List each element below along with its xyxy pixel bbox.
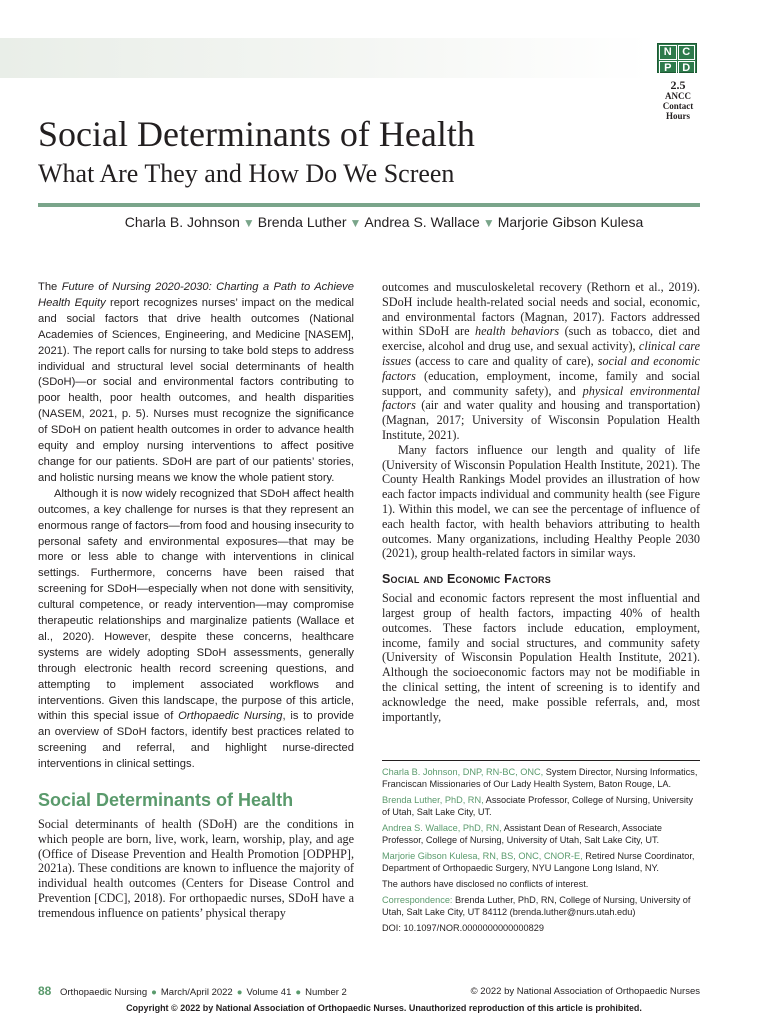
bullet-icon: ● <box>236 987 243 998</box>
intro-paragraph-1 <box>38 280 354 487</box>
badge-letter: C <box>678 45 696 60</box>
text-span: The <box>38 281 62 293</box>
affiliation-text: System Director, Nursing Informatics, Franciscan Missionaries of Our Lady Health System, Baton Rouge, LA. <box>382 767 698 789</box>
text-italic: physical environmental factors <box>382 383 701 413</box>
body-paragraph: Social determinants of health (SDoH) are the conditions in which people are born, live, work, learn, worship, play, and age (Office of Disease Prevention and Health Promotion [ODPHP], 2021a). These conditions are known to influence the majority of individual health outcomes (Centers for Disease Control and Prevention [CDC], 2018). For orthopaedic nurses, SDoH have a tremendous influence on patients’ physical therapy <box>38 817 354 920</box>
body-paragraph: Social and economic factors represent the most influential and largest group of health factors, impacting 40% of health outcomes. These factors include education, employment, income, family and social structures, and community safety (University of Wisconsin Population Health Institute, 2021). Although the socioeconomic factors may not be modifiable in the clinical setting, the intent of screening is to identify and acknowledge the need, make possible referrals, and, most importantly, <box>382 591 700 724</box>
journal-name: Orthopaedic Nursing <box>60 987 148 998</box>
affiliation-name: Brenda Luther, PhD, RN, <box>382 795 484 805</box>
affiliation-text: Associate Professor, College of Nursing, University of Utah, Salt Lake City, UT. <box>382 795 694 817</box>
affiliation-name: Andrea S. Wallace, PhD, RN, <box>382 823 502 833</box>
author-line <box>0 214 768 230</box>
body-paragraph <box>382 280 700 443</box>
body-paragraph: Many factors influence our length and quality of life (University of Wisconsin Population Health Institute, 2021). The County Health Rankings Model provides an illustration of how each factor impacts individual and community health (see Figure 1). Within this model, we can see the percentage of influence of each health factor, with health behaviors attributing to health outcomes. Many organizations, including Healthy People 2030 (2021), group health-related factors in similar ways. <box>382 442 700 561</box>
text-italic: clinical care issues <box>382 339 700 368</box>
badge-line-contact: Contact <box>662 101 694 111</box>
doi: DOI: 10.1097/NOR.0000000000000829 <box>382 923 544 933</box>
ncpd-logo <box>657 43 697 73</box>
text-span: (access to care and quality of care), <box>411 353 598 368</box>
text-span: , is to provide an overview of SDoH factors, identify best practices related to screening and referral, and highlight nurse-directed interventions in clinical settings. <box>38 710 354 771</box>
triangle-separator-icon: ▼ <box>242 216 255 230</box>
journal-title: Orthopaedic Nursing <box>178 710 283 723</box>
affiliation-entry <box>382 822 700 846</box>
left-column <box>38 280 354 921</box>
author-name: Marjorie Gibson Kulesa <box>497 214 644 230</box>
badge-line-ancc: ANCC <box>665 91 691 101</box>
author-name: Charla B. Johnson <box>124 214 240 230</box>
right-column <box>382 280 700 724</box>
author-name: Brenda Luther <box>257 214 347 230</box>
badge-letter: D <box>678 61 696 76</box>
affiliation-name: Marjorie Gibson Kulesa, RN, BS, ONC, CNOR-E, <box>382 851 583 861</box>
badge-letter: P <box>659 61 677 76</box>
correspondence-text: Brenda Luther, PhD, RN, College of Nursing, University of Utah, Salt Lake City, UT 84112 (brenda.luther@nurs.utah.edu) <box>382 895 691 917</box>
correspondence <box>382 894 700 918</box>
text-span: (air and water quality and housing and transportation) (Magnan, 2017; University of Wisconsin Population Health Institute, 2021). <box>382 398 700 442</box>
affiliation-rule <box>382 760 700 761</box>
volume: Volume 41 <box>246 987 292 998</box>
badge-letter: N <box>659 45 677 60</box>
issue-date: March/April 2022 <box>160 987 233 998</box>
correspondence-label: Correspondence: <box>382 895 453 905</box>
title-rule <box>38 203 700 207</box>
page-number: 88 <box>38 984 52 998</box>
copyright-notice: Copyright © 2022 by National Association of Orthopaedic Nurses. Unauthorized reproduction of this article is prohibited. <box>126 1003 642 1013</box>
affiliation-entry <box>382 850 700 874</box>
ncpd-badge <box>657 43 699 121</box>
author-affiliations <box>382 766 700 938</box>
bullet-icon: ● <box>151 987 157 998</box>
disclosure: The authors have disclosed no conflicts of interest. <box>382 879 589 889</box>
text-span: Although it is now widely recognized that SDoH affect health outcomes, a key challenge for nurses is that they represent an enormous range of factors—from food and housing insecurity to personal safety and environmental exposures—that may be more or less able to change with interventions in clinical settings. Furthermore, concerns have been raised that screening for SDoH—especially when not done with sensitivity, cultural competence, or ready intervention—may compromise therapeutic relationships and marginalize patients (Wallace et al., 2020). However, despite these concerns, healthcare systems are widely adopting SDoH assessments, generally through electronic health record screening questions, and attempting to implement associated workflows and interventions. Given this landscape, the purpose of this article, within this special issue of <box>38 487 354 723</box>
affiliation-entry <box>382 794 700 818</box>
header-band <box>0 38 650 78</box>
text-span: report recognizes nurses’ impact on the medical and social factors that drive health outcomes (National Academies of Sciences, Engineering, and Medicine [NASEM], 2021). The report calls for nursing to take bold steps to address individual and structural level social determinants of health (SDoH)—or social and environmental factors contributing to poor health, poor health outcomes, and health disparities (NASEM, 2021, p. 5). Nurses must recognize the significance of SDoH on patient health outcomes in order to advance health equity and employ nursing interventions to affect positive change for our patients. SDoH are part of our patients’ stories, and holistic nursing means we know the whole patient story. <box>38 296 354 484</box>
affiliation-text: Assistant Dean of Research, Associate Professor, College of Nursing, University of Utah, Salt Lake City, UT. <box>382 823 663 845</box>
footer-copyright: © 2022 by National Association of Orthopaedic Nurses <box>470 986 700 997</box>
text-italic: social and economic factors <box>382 353 700 383</box>
text-span: (education, employment, income, family and social support, and community safety), and <box>382 368 700 398</box>
triangle-separator-icon: ▼ <box>482 216 495 230</box>
contact-hours-value: 2.5 <box>670 78 686 92</box>
intro-paragraph-2 <box>38 487 354 773</box>
page-footer <box>38 984 700 998</box>
article-title: Social Determinants of Health <box>38 114 475 154</box>
affiliation-entry <box>382 766 700 790</box>
article-subtitle: What Are They and How Do We Screen <box>38 159 455 188</box>
issue-number: Number 2 <box>305 987 347 998</box>
affiliation-text: Retired Nurse Coordinator, Department of Orthopaedic Surgery, NYU Langone Long Island, NY. <box>382 851 695 873</box>
affiliation-name: Charla B. Johnson, DNP, RN-BC, ONC, <box>382 767 544 777</box>
text-span: (such as tobacco, diet and exercise, alcohol and drug use, and sexual activity), <box>382 324 700 354</box>
bullet-icon: ● <box>295 987 302 998</box>
section-heading-sdoh: Social Determinants of Health <box>38 790 294 811</box>
badge-line-hours: Hours <box>665 111 690 121</box>
text-italic: health behaviors <box>475 324 560 339</box>
text-span: outcomes and musculoskeletal recovery (Rethorn et al., 2019). SDoH include health-related social needs and social, economic, and environmental factors (Magnan, 2017). Factors addressed within SDoH are <box>382 280 700 339</box>
report-title: Future of Nursing 2020-2030: Charting a Path to Achieve Health Equity <box>38 281 354 309</box>
section-heading-social-economic: Social and Economic Factors <box>382 572 551 587</box>
author-name: Andrea S. Wallace <box>364 214 480 230</box>
triangle-separator-icon: ▼ <box>349 216 362 230</box>
